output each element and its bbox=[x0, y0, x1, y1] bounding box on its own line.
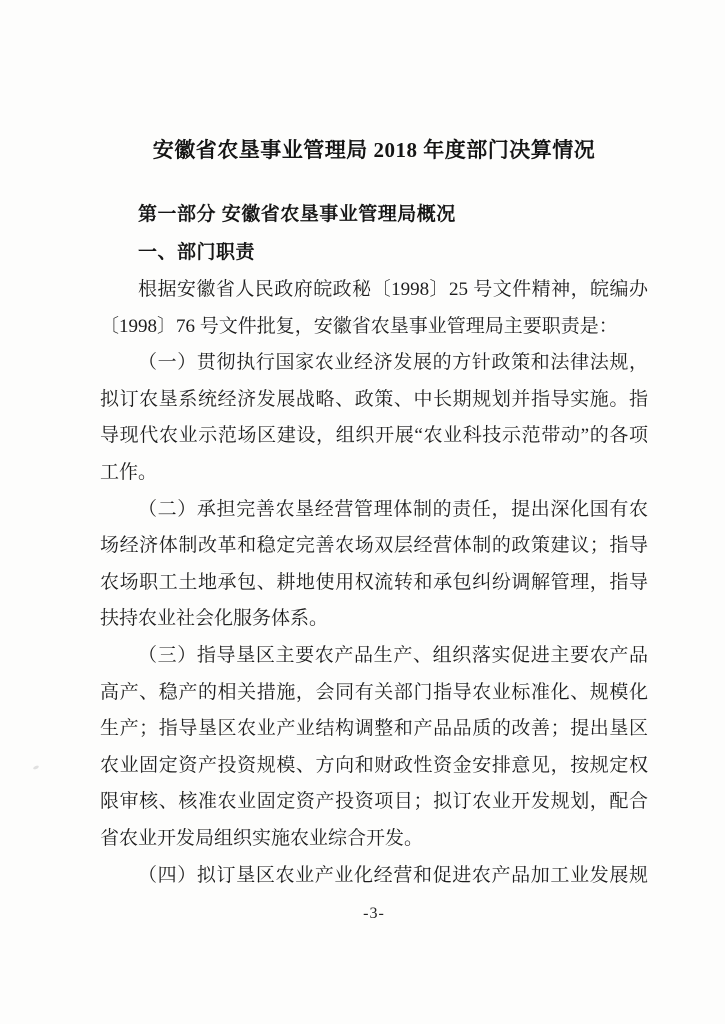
body-line: 农业固定资产投资规模、方向和财政性资金安排意见，按规定权 bbox=[100, 754, 648, 776]
document-title: 安徽省农垦事业管理局 2018 年度部门决算情况 bbox=[152, 138, 596, 162]
subsection-heading: 一、部门职责 bbox=[138, 242, 256, 263]
body-line: 高产、稳产的相关措施，会同有关部门指导农业标准化、规模化 bbox=[100, 681, 648, 703]
body-line: 工作。 bbox=[100, 461, 158, 483]
page-number: -3- bbox=[363, 905, 385, 923]
body-line: 生产；指导垦区农业产业结构调整和产品品质的改善；提出垦区 bbox=[100, 718, 648, 740]
body-line: （四）拟订垦区农业产业化经营和促进农产品加工业发展规 bbox=[138, 864, 648, 886]
body-line: 农场职工土地承包、耕地使用权流转和承包纠纷调解管理，指导 bbox=[100, 571, 648, 593]
body-line: 限审核、核准农业固定资产投资项目；拟订农业开发规划，配合 bbox=[100, 791, 648, 813]
body-line: 场经济体制改革和稳定完善农场双层经营体制的政策建议；指导 bbox=[100, 535, 648, 557]
body-line: 〔1998〕76 号文件批复，安徽省农垦事业管理局主要职责是： bbox=[100, 315, 618, 337]
body-line: （二）承担完善农垦经营管理体制的责任，提出深化国有农 bbox=[138, 498, 648, 520]
body-line: 拟订农垦系统经济发展战略、政策、中长期规划并指导实施。指 bbox=[100, 388, 648, 410]
body-text bbox=[100, 272, 648, 894]
body-line: 扶持农业社会化服务体系。 bbox=[100, 608, 329, 630]
body-line: 根据安徽省人民政府皖政秘〔1998〕25 号文件精神，皖编办 bbox=[138, 279, 648, 300]
page-content bbox=[100, 130, 648, 926]
scan-speck bbox=[33, 765, 40, 770]
body-line: （一）贯彻执行国家农业经济发展的方针政策和法律法规， bbox=[138, 352, 648, 374]
body-line: 省农业开发局组织实施农业综合开发。 bbox=[100, 827, 424, 849]
body-line: 导现代农业示范场区建设，组织开展“农业科技示范带动”的各项 bbox=[100, 425, 648, 447]
section-heading: 第一部分 安徽省农垦事业管理局概况 bbox=[138, 204, 456, 225]
body-line: （三）指导垦区主要农产品生产、组织落实促进主要农产品 bbox=[138, 644, 648, 666]
